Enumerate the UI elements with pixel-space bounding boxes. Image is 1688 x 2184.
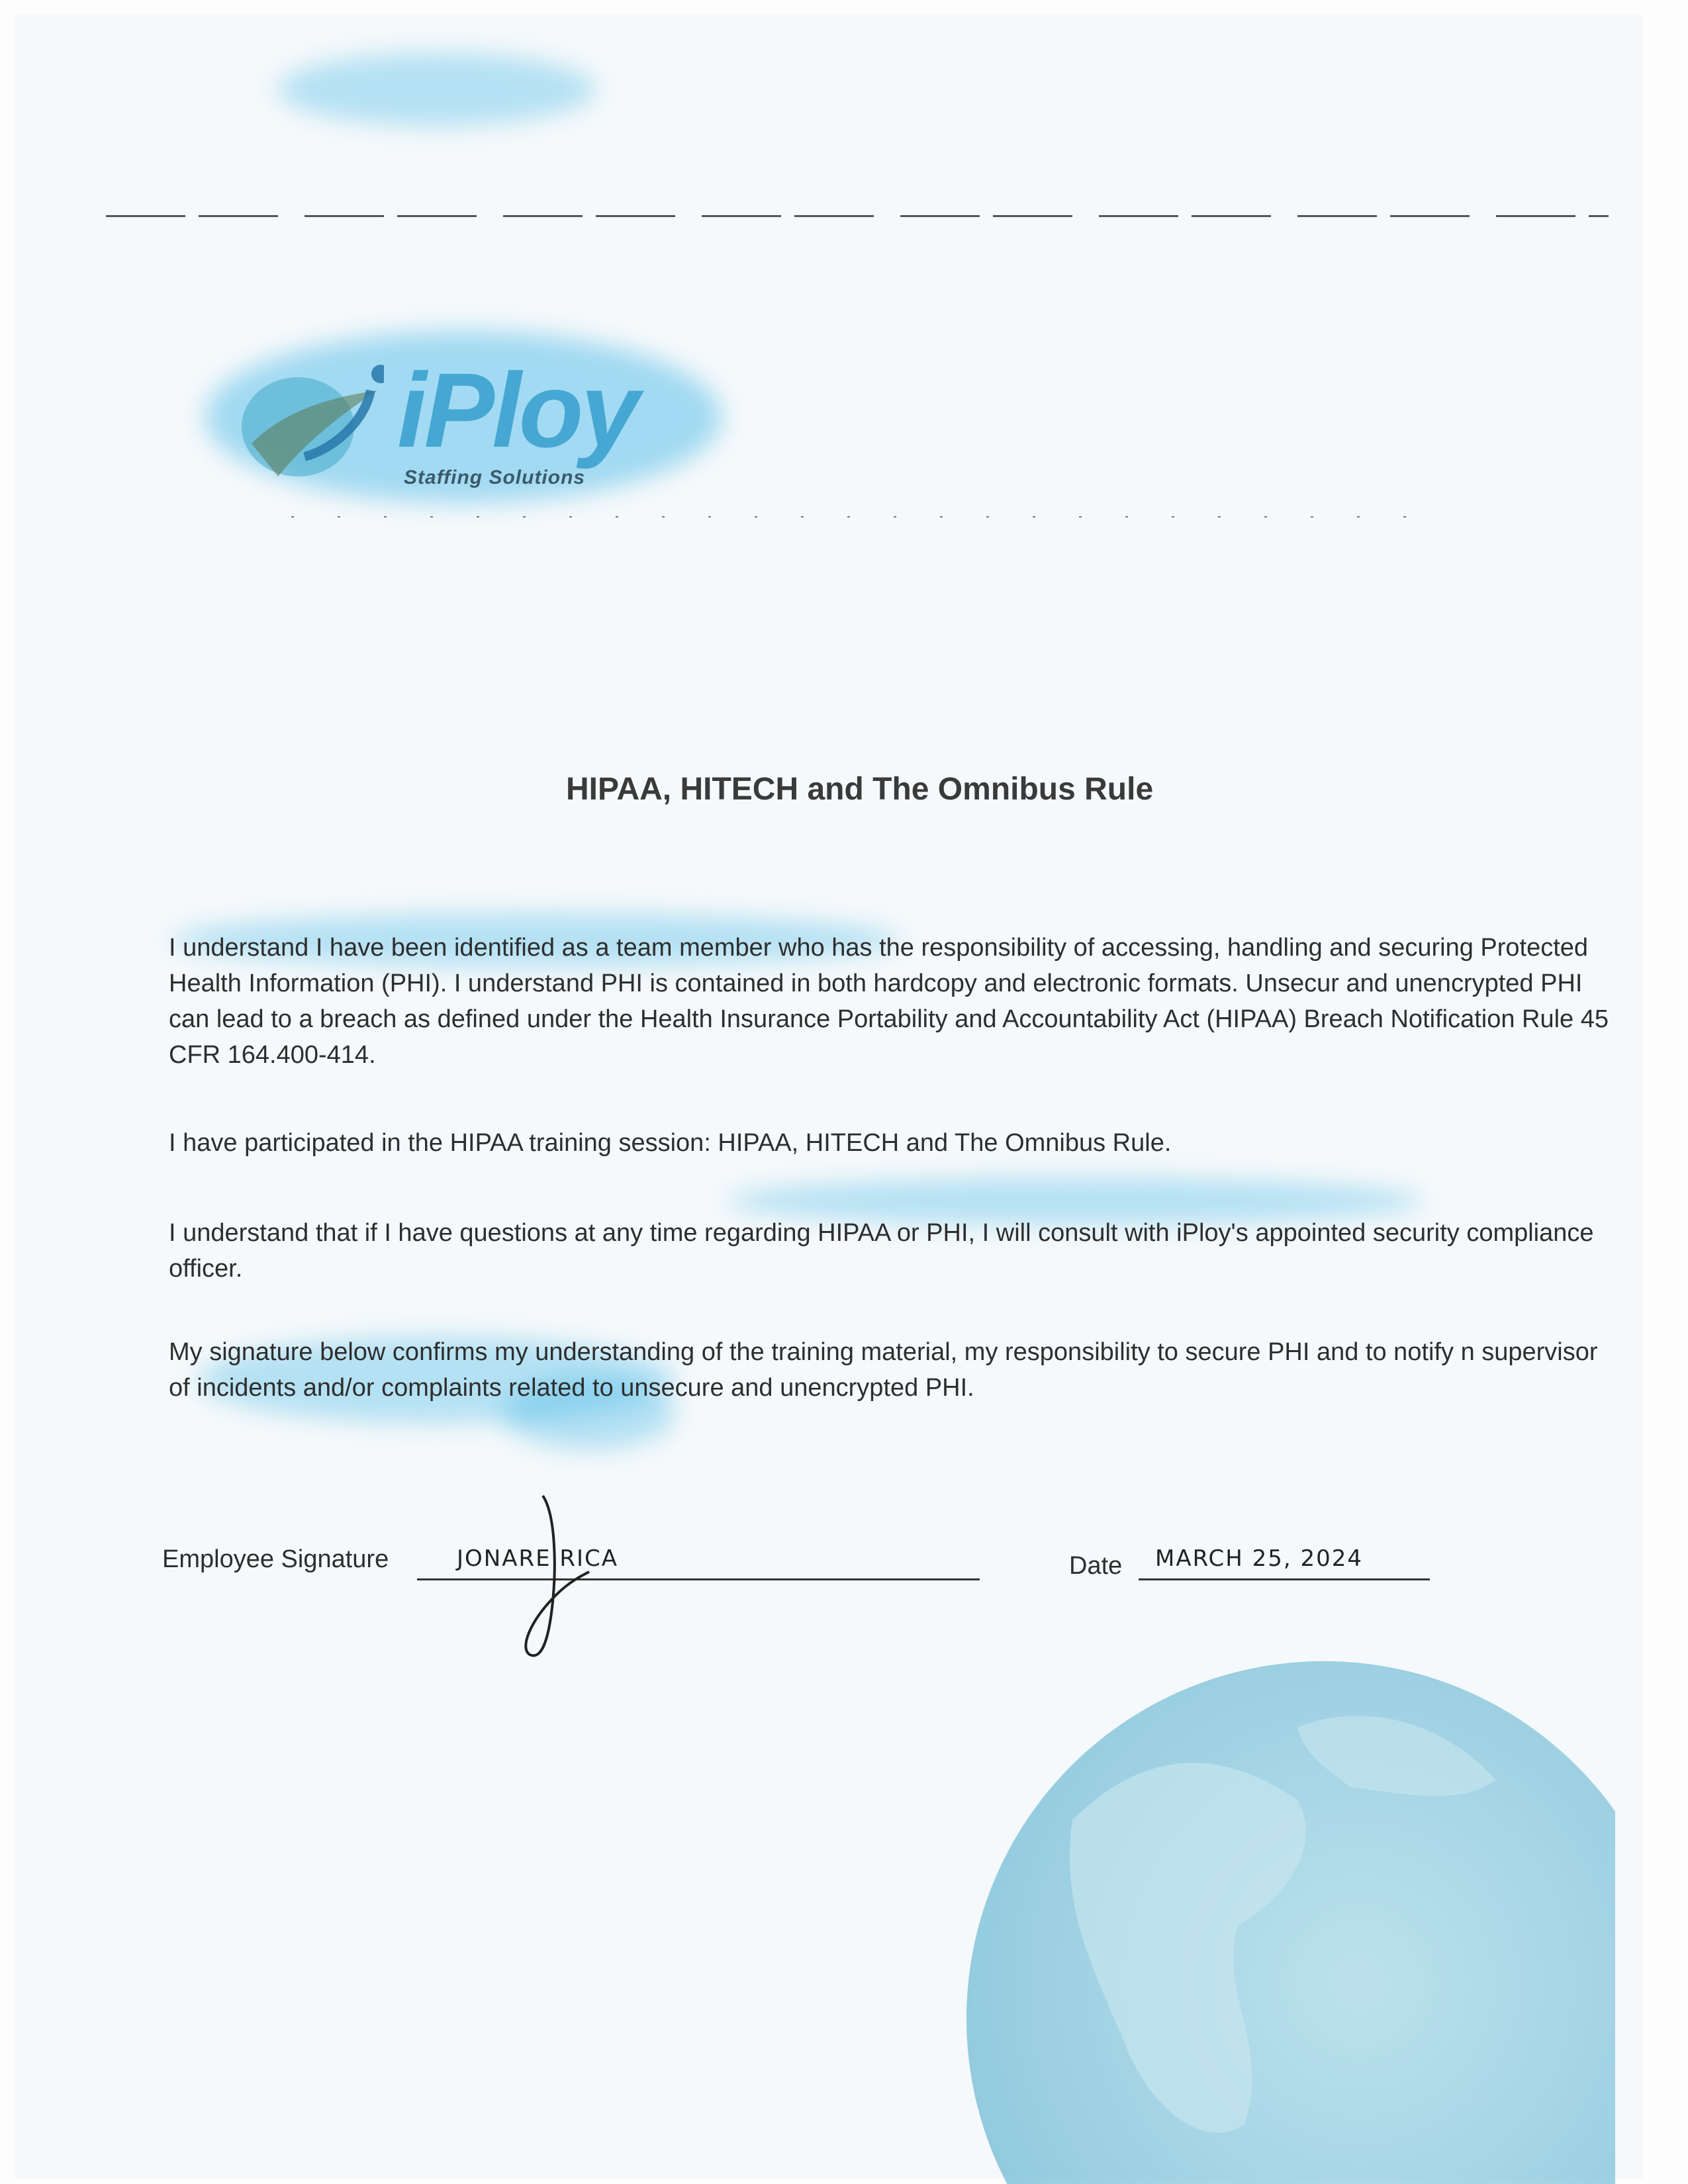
copy-artifact-line: [291, 516, 1417, 518]
date-label: Date: [1069, 1552, 1123, 1580]
paragraph-security-officer: I understand that if I have questions at any time regarding HIPAA or PHI, I will consult with iPloy's appointed security compliance officer.: [169, 1219, 1594, 1283]
date-value: MARCH 25, 2024: [1155, 1545, 1364, 1572]
paragraph-signature-confirmation: My signature below confirms my understanding of the training material, my responsibility to secure PHI and to notify n supervisor of incidents and/or complaints related to unsecure and unencrypted PHI.: [169, 1338, 1598, 1402]
ink-smudge: [278, 53, 596, 126]
signature-scribble: [516, 1489, 596, 1674]
logo-wordmark: iPloy: [397, 351, 637, 469]
employee-signature-value: JONARE RICA: [457, 1545, 619, 1572]
date-line: [1139, 1578, 1430, 1580]
paragraph-phi-responsibility: I understand I have been identified as a team member who has the responsibility of accessing, handling and securing Protected Health Information (PHI). I understand PHI is contained in both hardcopy and electronic formats. Unsecur and unencrypted PHI can lead to a breach as defined under the Health Insurance Portability and Accountability Act (HIPAA) Breach Notification Rule 45 CFR 164.400-414.: [169, 934, 1609, 1069]
globe-watermark-icon: [953, 1648, 1615, 2184]
copy-artifact-line: [106, 215, 1609, 217]
employee-signature-line: [417, 1578, 980, 1580]
logo-tagline: Staffing Solutions: [404, 467, 586, 488]
employee-signature-label: Employee Signature: [162, 1545, 389, 1573]
logo-globe-icon: [232, 351, 384, 503]
document-title: HIPAA, HITECH and The Omnibus Rule: [566, 772, 1154, 807]
paragraph-training-session: I have participated in the HIPAA training session: HIPAA, HITECH and The Omnibus Rule.: [169, 1129, 1172, 1157]
iploy-logo: [232, 351, 708, 503]
